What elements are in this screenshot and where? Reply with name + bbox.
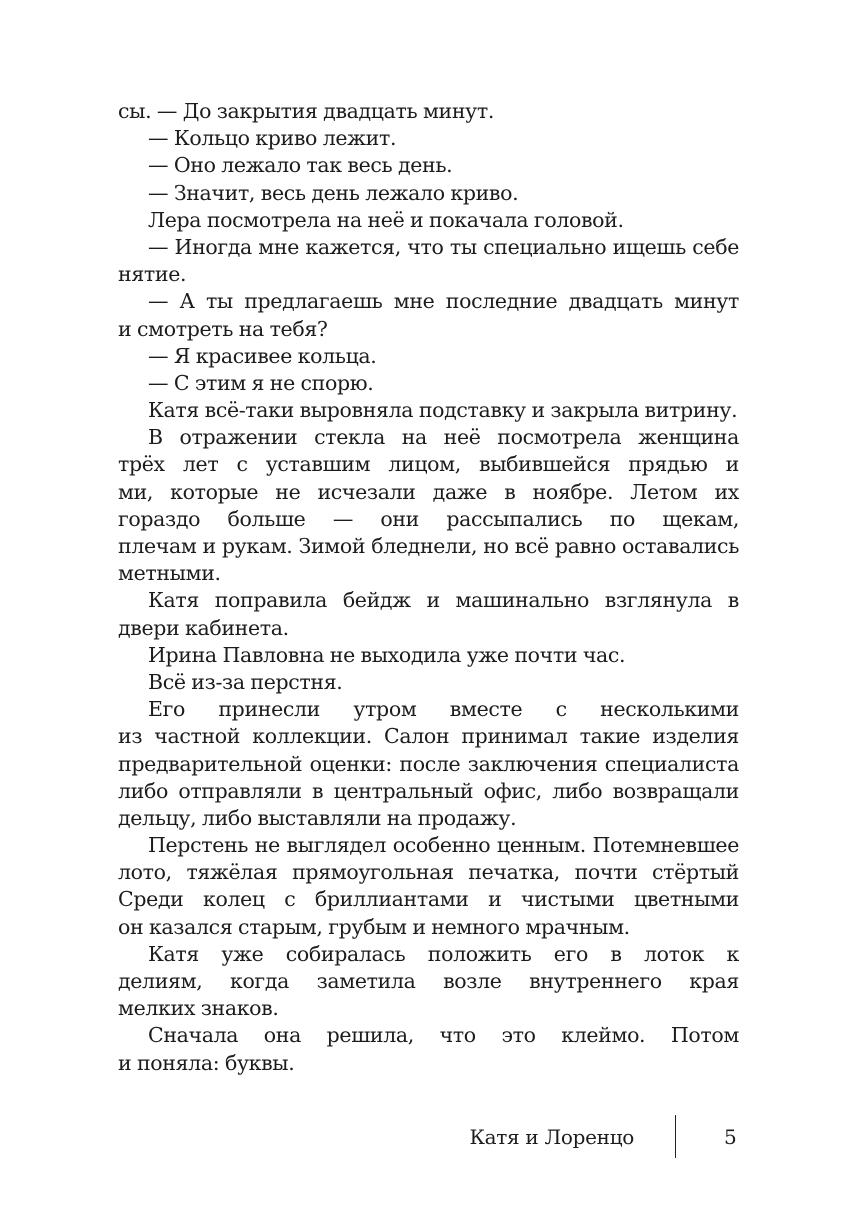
page-body-text [118,98,739,1077]
text-line: сы. — До закрытия двадцать минут. [118,99,495,123]
text-line: ми, которые не исчезали даже в ноябре. Летом их [118,479,739,504]
text-line: — Иногда мне кажется, что ты специально ищешь себе [148,234,739,259]
text-line: метными. [118,561,221,586]
text-line: Всё из-за перстня. [148,669,343,694]
text-line: гораздо больше — они рассыпались по щекам, [118,506,739,531]
text-line: — С этим я не спорю. [148,370,374,395]
page-number: 5 [724,1125,737,1149]
text-line: Катя уже собиралась положить его в лоток к [148,941,739,966]
text-line: Его принесли утром вместе с несколькими [148,697,739,722]
text-line: мелких знаков. [118,996,279,1021]
text-line: либо отправляли в центральный офис, либо возвращали [118,778,739,803]
text-line: нятие. [118,262,187,287]
text-line: Перстень не выглядел особенно ценным. Потемневшее [148,833,739,858]
running-title: Катя и Лоренцо [469,1125,634,1149]
text-line: из частной коллекции. Салон принимал такие изделия [118,724,739,749]
text-line: Сначала она решила, что это клеймо. Потом [148,1023,739,1048]
text-line: двери кабинета. [118,615,289,640]
text-line: Катя поправила бейдж и машинально взглянула в [148,588,739,613]
text-line: плечам и рукам. Зимой бледнели, но всё равно оставались [118,534,739,558]
text-line: делиям, когда заметила возле внутреннего края [118,969,739,993]
footer-divider [675,1115,676,1158]
text-line: и поняла: буквы. [118,1050,295,1075]
text-line: Среди колец с бриллиантами и чистыми цветными [118,887,739,912]
text-line: он казался старым, грубым и немного мрачным. [118,914,630,939]
text-line: лото, тяжёлая прямоугольная печатка, почти стёртый [118,860,739,885]
text-line: — А ты предлагаешь мне последние двадцать минут [148,289,739,314]
text-line: — Значит, весь день лежало криво. [148,180,519,205]
text-line: Катя всё-таки выровняла подставку и закрыла витрину. [148,398,738,423]
text-line: Ирина Павловна не выходила уже почти час. [148,642,626,667]
text-line: предварительной оценки: после заключения специалиста [118,751,739,776]
text-line: и смотреть на тебя? [118,316,328,341]
text-line: — Кольцо криво лежит. [148,126,397,151]
text-line: — Оно лежало так весь день. [148,153,453,178]
text-line: трёх лет с уставшим лицом, выбившейся прядью и [118,452,739,477]
text-line: — Я красивее кольца. [148,343,377,368]
text-line: дельцу, либо выставляли на продажу. [118,805,517,830]
text-line: Лера посмотрела на неё и покачала головой. [148,207,624,232]
text-line: В отражении стекла на неё посмотрела женщина [148,425,739,450]
